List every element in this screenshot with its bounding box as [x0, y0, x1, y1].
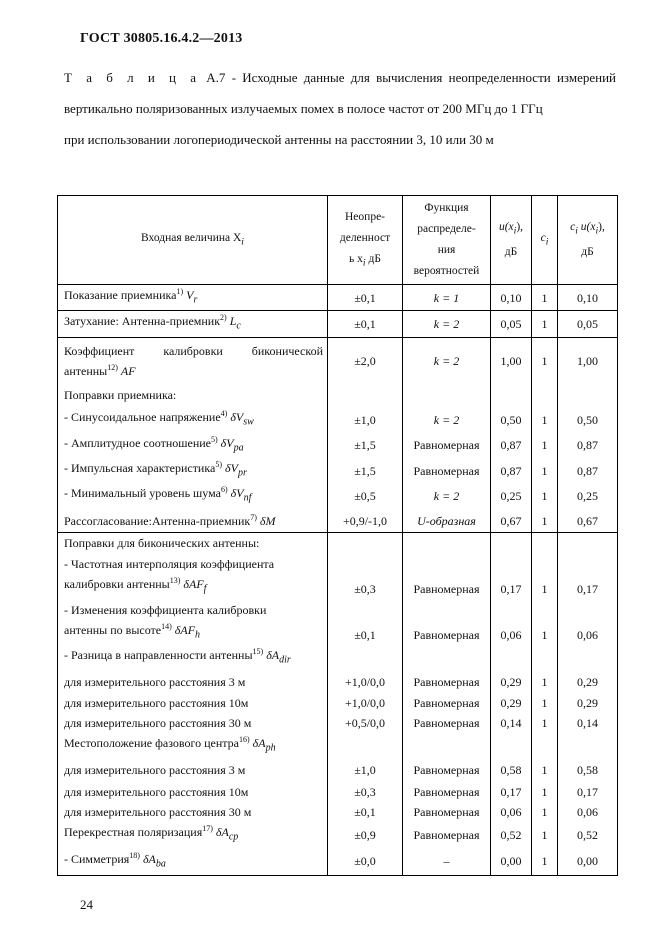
table-cell: 0,06 [491, 599, 532, 645]
page-number: 24 [80, 897, 93, 912]
table-row [58, 758, 618, 782]
table-cell: – [403, 848, 491, 876]
table-cell: Равномерная [403, 553, 491, 599]
table-cell: 0,25 [491, 483, 532, 508]
cell-text: 16) [239, 734, 250, 744]
cell-text: i [595, 225, 599, 237]
table-cell: 0,00 [491, 848, 532, 876]
header-sensitivity [532, 196, 558, 285]
table-cell [58, 483, 328, 508]
table-row [58, 553, 618, 599]
table-cell: 0,10 [558, 285, 618, 311]
cell-text: δV [230, 486, 244, 501]
cell-text: V [186, 288, 194, 302]
table-cell: для измерительного расстояния 10м [58, 693, 328, 713]
cell-text: i [241, 236, 244, 248]
table-cell: ±0,0 [328, 848, 403, 876]
table-cell: Равномерная [403, 693, 491, 713]
cell-text: Показание приемника [64, 288, 177, 302]
table-cell: 0,05 [558, 311, 618, 337]
cell-text: 12) [107, 362, 118, 372]
caption-label: Т а б л и ц а [64, 70, 201, 85]
table-cell [491, 645, 532, 670]
table-cell: 0,87 [491, 458, 532, 483]
cell-text: Рассогласование:Антенна-приемник [64, 513, 251, 528]
table-cell: 1 [532, 693, 558, 713]
cell-text: i [575, 225, 578, 237]
table-cell: 1,00 [558, 337, 618, 383]
document-header: ГОСТ 30805.16.4.2—2013 [80, 31, 243, 46]
cell-text: ), [516, 221, 524, 234]
table-cell: 0,29 [491, 693, 532, 713]
cell-text: u(x [577, 221, 596, 234]
cell-text: δA [266, 648, 280, 663]
table-cell: 1 [532, 802, 558, 822]
table-row [58, 822, 618, 847]
cell-text: калибровки антенны [64, 576, 170, 591]
table-cell: 0,05 [491, 311, 532, 337]
table-cell [58, 553, 328, 599]
cell-text: - Изменения коэффициента калибровки [64, 602, 267, 617]
table-cell: 0,67 [491, 509, 532, 533]
cell-text: δV [225, 461, 238, 476]
cell-text: ния [437, 244, 456, 256]
cell-text: 14) [161, 621, 172, 631]
cell-text: дБ [365, 252, 381, 265]
table-cell: Равномерная [403, 782, 491, 802]
cell-text: nf [243, 492, 252, 504]
table-cell: ±0,1 [328, 311, 403, 337]
table-cell: Поправки для биконических антенны: [58, 533, 328, 554]
table-cell: ±0,1 [328, 599, 403, 645]
cell-text: i [545, 236, 549, 248]
table-cell: Равномерная [403, 713, 491, 733]
cell-text: δV [230, 410, 244, 425]
cell-text: u(x [498, 221, 514, 234]
table-cell: 0,17 [491, 553, 532, 599]
table-cell: 1 [532, 671, 558, 693]
cell-text: - Импульсная характеристика [64, 461, 216, 476]
table-cell: 1 [532, 407, 558, 432]
table-header-row [58, 196, 618, 285]
table-row [58, 509, 618, 533]
table-cell [532, 733, 558, 758]
cell-text: 2) [220, 313, 227, 323]
cell-text: 4) [220, 409, 228, 419]
table-cell: 0,17 [558, 553, 618, 599]
cell-text: - Частотная интерполяция коэффициента [64, 556, 275, 571]
cell-text: Перекрестная поляризация [64, 825, 203, 840]
table-row [58, 311, 618, 337]
table-cell: Равномерная [403, 802, 491, 822]
table-row [58, 671, 618, 693]
cell-text: Входная величина X [141, 231, 242, 244]
cell-text: h [195, 629, 201, 641]
table-cell: 0,52 [558, 822, 618, 847]
table-cell: ±0,1 [328, 285, 403, 311]
cell-text: i [513, 225, 517, 237]
cell-text: дБ [504, 245, 518, 258]
table-cell [532, 645, 558, 670]
table-cell: 0,06 [491, 802, 532, 822]
cell-text: деленност [339, 231, 391, 244]
table-cell [491, 733, 532, 758]
cell-text: 1) [176, 287, 184, 296]
table-cell [58, 822, 328, 847]
table-cell: 1 [532, 782, 558, 802]
table-cell [558, 533, 618, 554]
table-cell: для измерительного расстояния 3 м [58, 671, 328, 693]
table-cell: ±1,0 [328, 758, 403, 782]
table-cell: Равномерная [403, 433, 491, 458]
header-input-quantity [58, 196, 328, 285]
cell-text: c [540, 231, 546, 244]
table-row [58, 407, 618, 432]
caption-line-3: при использовании логопериодической антенны на расстоянии 3, 10 или 30 м [64, 132, 494, 147]
table-cell: 0,67 [558, 509, 618, 533]
table-cell [58, 458, 328, 483]
table-cell [58, 599, 328, 645]
table-cell: ±0,5 [328, 483, 403, 508]
table-row [58, 782, 618, 802]
table-cell [58, 285, 328, 311]
table-cell: +1,0/0,0 [328, 693, 403, 713]
table-cell: 1 [532, 599, 558, 645]
table-row [58, 733, 618, 758]
table-cell: 0,29 [558, 671, 618, 693]
table-cell: Равномерная [403, 822, 491, 847]
header-standard-uncertainty [491, 196, 532, 285]
table-cell: 0,87 [558, 458, 618, 483]
table-cell [532, 533, 558, 554]
table-cell [328, 383, 403, 407]
cell-text: Затухание: Антенна-приемник [64, 314, 221, 329]
table-cell: 0,87 [558, 433, 618, 458]
table-cell: 0,06 [558, 599, 618, 645]
table-cell: 0,17 [491, 782, 532, 802]
cell-text: антенны [64, 363, 108, 378]
caption-line-2: вертикально поляризованных излучаемых помех в полосе частот от 200 МГц до 1 ГГц [64, 101, 543, 116]
table-cell: 1,00 [491, 337, 532, 383]
table-cell: ±0,1 [328, 802, 403, 822]
table-cell [328, 645, 403, 670]
cell-text: c [236, 320, 241, 332]
table-cell [403, 533, 491, 554]
table-cell: 1 [532, 458, 558, 483]
header-uncertainty [328, 196, 403, 285]
table-cell: 0,58 [491, 758, 532, 782]
table-cell [532, 383, 558, 407]
cell-text: вероятностей [413, 265, 480, 277]
cell-text: pr [237, 467, 247, 479]
table-row [58, 802, 618, 822]
cell-text: - Симметрия [64, 851, 130, 866]
cell-text: δA [252, 735, 266, 750]
table-cell: 0,50 [491, 407, 532, 432]
table-cell: k = 2 [403, 483, 491, 508]
cell-text: - Амплитудное соотношение [64, 435, 211, 450]
table-row [58, 433, 618, 458]
header-contribution [558, 196, 618, 285]
cell-text: δA [215, 825, 229, 840]
table-cell [58, 337, 328, 383]
cell-text: r [193, 294, 198, 306]
table-cell [58, 848, 328, 876]
table-cell [58, 645, 328, 670]
table-row [58, 533, 618, 554]
table-cell: Равномерная [403, 599, 491, 645]
table-cell: ±1,5 [328, 458, 403, 483]
table-cell: k = 2 [403, 337, 491, 383]
cell-text: Функция [424, 202, 469, 214]
table-cell: +0,5/0,0 [328, 713, 403, 733]
cell-text: распределе- [417, 223, 476, 235]
cell-text: - Минимальный уровень шума [64, 486, 221, 501]
table-cell: для измерительного расстояния 30 м [58, 802, 328, 822]
table-cell: +1,0/0,0 [328, 671, 403, 693]
table-cell [328, 733, 403, 758]
table-row [58, 693, 618, 713]
table-cell: 1 [532, 337, 558, 383]
cell-text: Местоположение фазового центра [64, 735, 239, 750]
table-cell [58, 311, 328, 337]
table-cell: для измерительного расстояния 30 м [58, 713, 328, 733]
table-cell: 0,29 [491, 671, 532, 693]
table-cell: 1 [532, 822, 558, 847]
table-cell: ±0,3 [328, 553, 403, 599]
cell-text: - Синусоидальное напряжение [64, 410, 221, 425]
table-cell: 0,14 [491, 713, 532, 733]
table-cell: ±1,5 [328, 433, 403, 458]
cell-text: ph [265, 742, 276, 754]
table-cell: 0,58 [558, 758, 618, 782]
table-cell [403, 383, 491, 407]
table-cell: k = 2 [403, 311, 491, 337]
table-row [58, 848, 618, 876]
cell-text: sw [243, 416, 254, 428]
table-cell: k = 1 [403, 285, 491, 311]
table-cell: 1 [532, 509, 558, 533]
table-cell: 1 [532, 713, 558, 733]
cell-text: 13) [169, 575, 181, 585]
table-cell: ±2,0 [328, 337, 403, 383]
table-row [58, 713, 618, 733]
table-cell [58, 433, 328, 458]
table-cell: для измерительного расстояния 10м [58, 782, 328, 802]
cell-text: L [229, 314, 237, 329]
cell-text: 18) [129, 850, 140, 860]
table-cell [558, 645, 618, 670]
table-cell: Равномерная [403, 458, 491, 483]
cell-text: δA [142, 851, 156, 866]
table-cell [558, 383, 618, 407]
table-cell: 1 [532, 848, 558, 876]
table-cell: ±1,0 [328, 407, 403, 432]
table-cell [58, 509, 328, 533]
table-cell: 0,00 [558, 848, 618, 876]
table-row [58, 483, 618, 508]
table-cell: ±0,9 [328, 822, 403, 847]
table-cell: U-образная [403, 509, 491, 533]
cell-text: - Разница в направленности антенны [64, 648, 253, 663]
table-cell: 0,14 [558, 713, 618, 733]
table-cell: 1 [532, 433, 558, 458]
header-distribution [403, 196, 491, 285]
cell-text: pa [233, 442, 244, 454]
table-cell: +0,9/-1,0 [328, 509, 403, 533]
table-cell: для измерительного расстояния 3 м [58, 758, 328, 782]
table-cell: 0,06 [558, 802, 618, 822]
table-cell [491, 533, 532, 554]
table-cell: ±0,3 [328, 782, 403, 802]
table-row [58, 285, 618, 311]
table-cell: 0,17 [558, 782, 618, 802]
cell-text: ba [155, 857, 166, 869]
table-cell [58, 407, 328, 432]
table-cell: 1 [532, 553, 558, 599]
cell-text: dir [279, 654, 291, 666]
cell-text: δAF [183, 576, 204, 591]
table-cell: 0,29 [558, 693, 618, 713]
table-cell: 0,10 [491, 285, 532, 311]
cell-text: антенны по высоте [64, 622, 162, 637]
table-cell: 0,50 [558, 407, 618, 432]
table-cell: 0,52 [491, 822, 532, 847]
table-row [58, 383, 618, 407]
cell-text: дБ [581, 245, 594, 258]
cell-text: 7) [250, 512, 257, 522]
cell-text: δM [259, 513, 276, 528]
table-row [58, 337, 618, 383]
cell-text: Неопре- [345, 210, 385, 223]
cell-text: Коэффициент калибровки биконической [64, 343, 323, 358]
cell-text: AF [120, 363, 136, 378]
table-cell: 1 [532, 285, 558, 311]
table-row [58, 599, 618, 645]
table-caption [64, 62, 616, 155]
table-cell [58, 733, 328, 758]
table-cell: Равномерная [403, 671, 491, 693]
cell-text: 6) [220, 485, 228, 495]
table-row [58, 645, 618, 670]
cell-text: 5) [215, 460, 223, 470]
table-cell: 1 [532, 483, 558, 508]
table-cell: 1 [532, 311, 558, 337]
table-cell [403, 733, 491, 758]
cell-text: i [362, 257, 366, 269]
cell-text: 15) [252, 647, 264, 657]
table-cell: 1 [532, 758, 558, 782]
cell-text: δAF [174, 622, 196, 637]
cell-text: ь x [349, 252, 363, 265]
cell-text: cp [228, 831, 239, 843]
cell-text: 17) [202, 824, 213, 834]
table-cell: Поправки приемника: [58, 383, 328, 407]
table-cell [558, 733, 618, 758]
table-cell: 0,25 [558, 483, 618, 508]
caption-line-1: А.7 - Исходные данные для вычисления неопределенности измерений [206, 70, 617, 85]
table-cell [328, 533, 403, 554]
uncertainty-table [57, 195, 618, 876]
table-cell: Равномерная [403, 758, 491, 782]
table-cell: k = 2 [403, 407, 491, 432]
table-row [58, 458, 618, 483]
table-cell [403, 645, 491, 670]
table-cell [491, 383, 532, 407]
cell-text: δV [220, 435, 234, 450]
cell-text: 5) [211, 434, 218, 444]
cell-text: f [203, 583, 207, 595]
table-cell: 0,87 [491, 433, 532, 458]
cell-text: ), [598, 221, 605, 234]
cell-text: c [570, 221, 576, 234]
